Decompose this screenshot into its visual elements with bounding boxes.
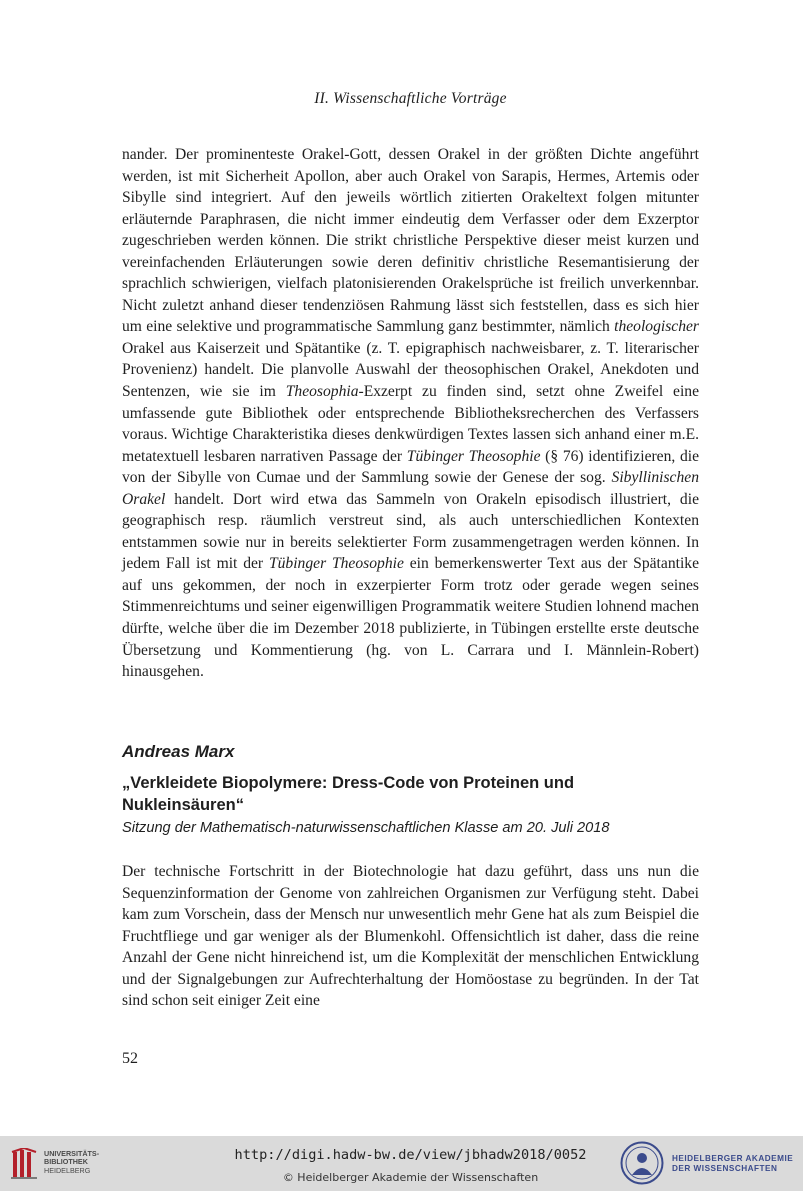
ub-logo-line: BIBLIOTHEK [44, 1157, 88, 1167]
hadw-logo[interactable] [620, 1141, 798, 1185]
lecture-title: „Verkleidete Biopolymere: Dress-Code von Proteinen und Nukleinsäuren“ [122, 774, 575, 814]
italic-run: Tübinger Theosophie [406, 447, 541, 465]
ub-logo-line: HEIDELBERG [44, 1165, 91, 1175]
copyright-notice: © Heidelberger Akademie der Wissenschaften [282, 1171, 539, 1184]
ub-logo-line: UNIVERSITÄTS- [44, 1149, 100, 1158]
academy-seal-icon [620, 1141, 664, 1185]
italic-run: theologischer [614, 318, 699, 336]
paragraph-text: Der technische Fortschritt in der Biotechnologie hat dazu geführt, dass uns nun die Sequenzinformation der Genome von zahlreichen Organismen zur Verfügung steht. Dabei kam zum Vorschein, dass der Mensch nur unwesentlich mehr Gene hat als zum Beispiel die Fruchtfliege und gar weniger als der Blumenkohl. Offensichtlich ist daher, dass die reine Anzahl der Gene nicht hinreichend ist, um die Komplexität der menschlichen Entwicklung und der Signalgebungen zur Aufrechterhaltung der Homöostase zu begründen. In der Tat sind schon seit einiger Zeit eine [122, 863, 699, 1010]
hadw-logo-text [672, 1154, 793, 1174]
italic-run: Theosophia [285, 383, 359, 401]
body-paragraph-2 [122, 861, 699, 1012]
running-head: II. Wissenschaftliche Vorträge [314, 90, 507, 107]
hadw-logo-line: HEIDELBERGER AKADEMIE [672, 1154, 794, 1163]
viewer-footer [0, 1136, 803, 1191]
italic-run: Sibyllinischen Orakel [122, 469, 699, 508]
session-line: Sitzung der Mathematisch-naturwissenschaftlichen Klasse am 20. Juli 2018 [122, 820, 610, 836]
italic-run: Tübinger Theosophie [268, 555, 404, 573]
body-paragraph-1 [122, 144, 699, 683]
hadw-logo-line: DER WISSENSCHAFTEN [672, 1164, 778, 1173]
speaker-name: Andreas Marx [122, 742, 235, 761]
page-number: 52 [122, 1050, 138, 1067]
permalink-url[interactable]: http://digi.hadw-bw.de/view/jbhadw2018/0052 [234, 1147, 587, 1163]
paragraph-text: nander. Der prominenteste Orakel-Gott, dessen Orakel in der größten Dichte angeführt werden, ist mit Sicherheit Apollon, aber auch Orakel von Sarapis, Hermes, Artemis oder Sibylle sind integriert. Auf den jeweils wörtlich zitierten Orakeltext folgen mitunter erläuternde Paraphrasen, die nicht immer eindeutig dem Verfasser oder dem Exzerptor zugeschrieben werden können. Die strikt christliche Perspektive dieser meist kurzen und vereinfachenden Erläuterungen sowie deren definitiv christliche Resemantisierung der sprachlich schwierigen, vielfach platonisierenden Orakelsprüche ist freilich unverkennbar. Nicht zuletzt anhand dieser tendenziösen Rahmung lässt sich feststellen, dass es sich hier um eine selektive und programmatische Sammlung ganz bestimmter, nämlich theologischer Orakel aus Kaiserzeit und Spätantike (z. T. epigraphisch nachweisbarer, z. T. literarischer Provenienz) handelt. Die planvolle Auswahl der theosophischen Orakel, Anekdoten und Sentenzen, wie sie im Theosophia-Exzerpt zu finden sind, setzt ohne Zweifel eine umfassende gute Bibliothek oder entsprechende Bibliotheksrecherchen des Verfassers voraus. Wichtige Charakteristika dieses denkwürdigen Textes lassen sich anhand einer m.E. metatextuell lesbaren narrativen Passage der Tübinger Theosophie (§ 76) identifizieren, die von der Sibylle von Cumae und der Sammlung sowie der Genese der sog. Sibyllinischen Orakel handelt. Dort wird etwa das Sammeln von Orakeln episodisch illustriert, die geographisch resp. räumlich verstreut sind, als auch unterschiedlichen Kontexten entstammen sowie nur in bereits selektierter Form zusammengetragen werden können. In jedem Fall ist mit der Tübinger Theosophie ein bemerkenswerter Text aus der Spätantike auf uns gekommen, der noch in exzerpierter Form trotz oder gerade wegen seines Stimmenreichtums und seiner eigenwilligen Programmatik weitere Studien lohnend machen dürfte, welche über die im Dezember 2018 publizierte, in Tübingen erstellte erste deutsche Übersetzung und Kommentierung (hg. von L. Carrara und I. Männlein-Robert) hinausgehen. [122, 146, 699, 681]
